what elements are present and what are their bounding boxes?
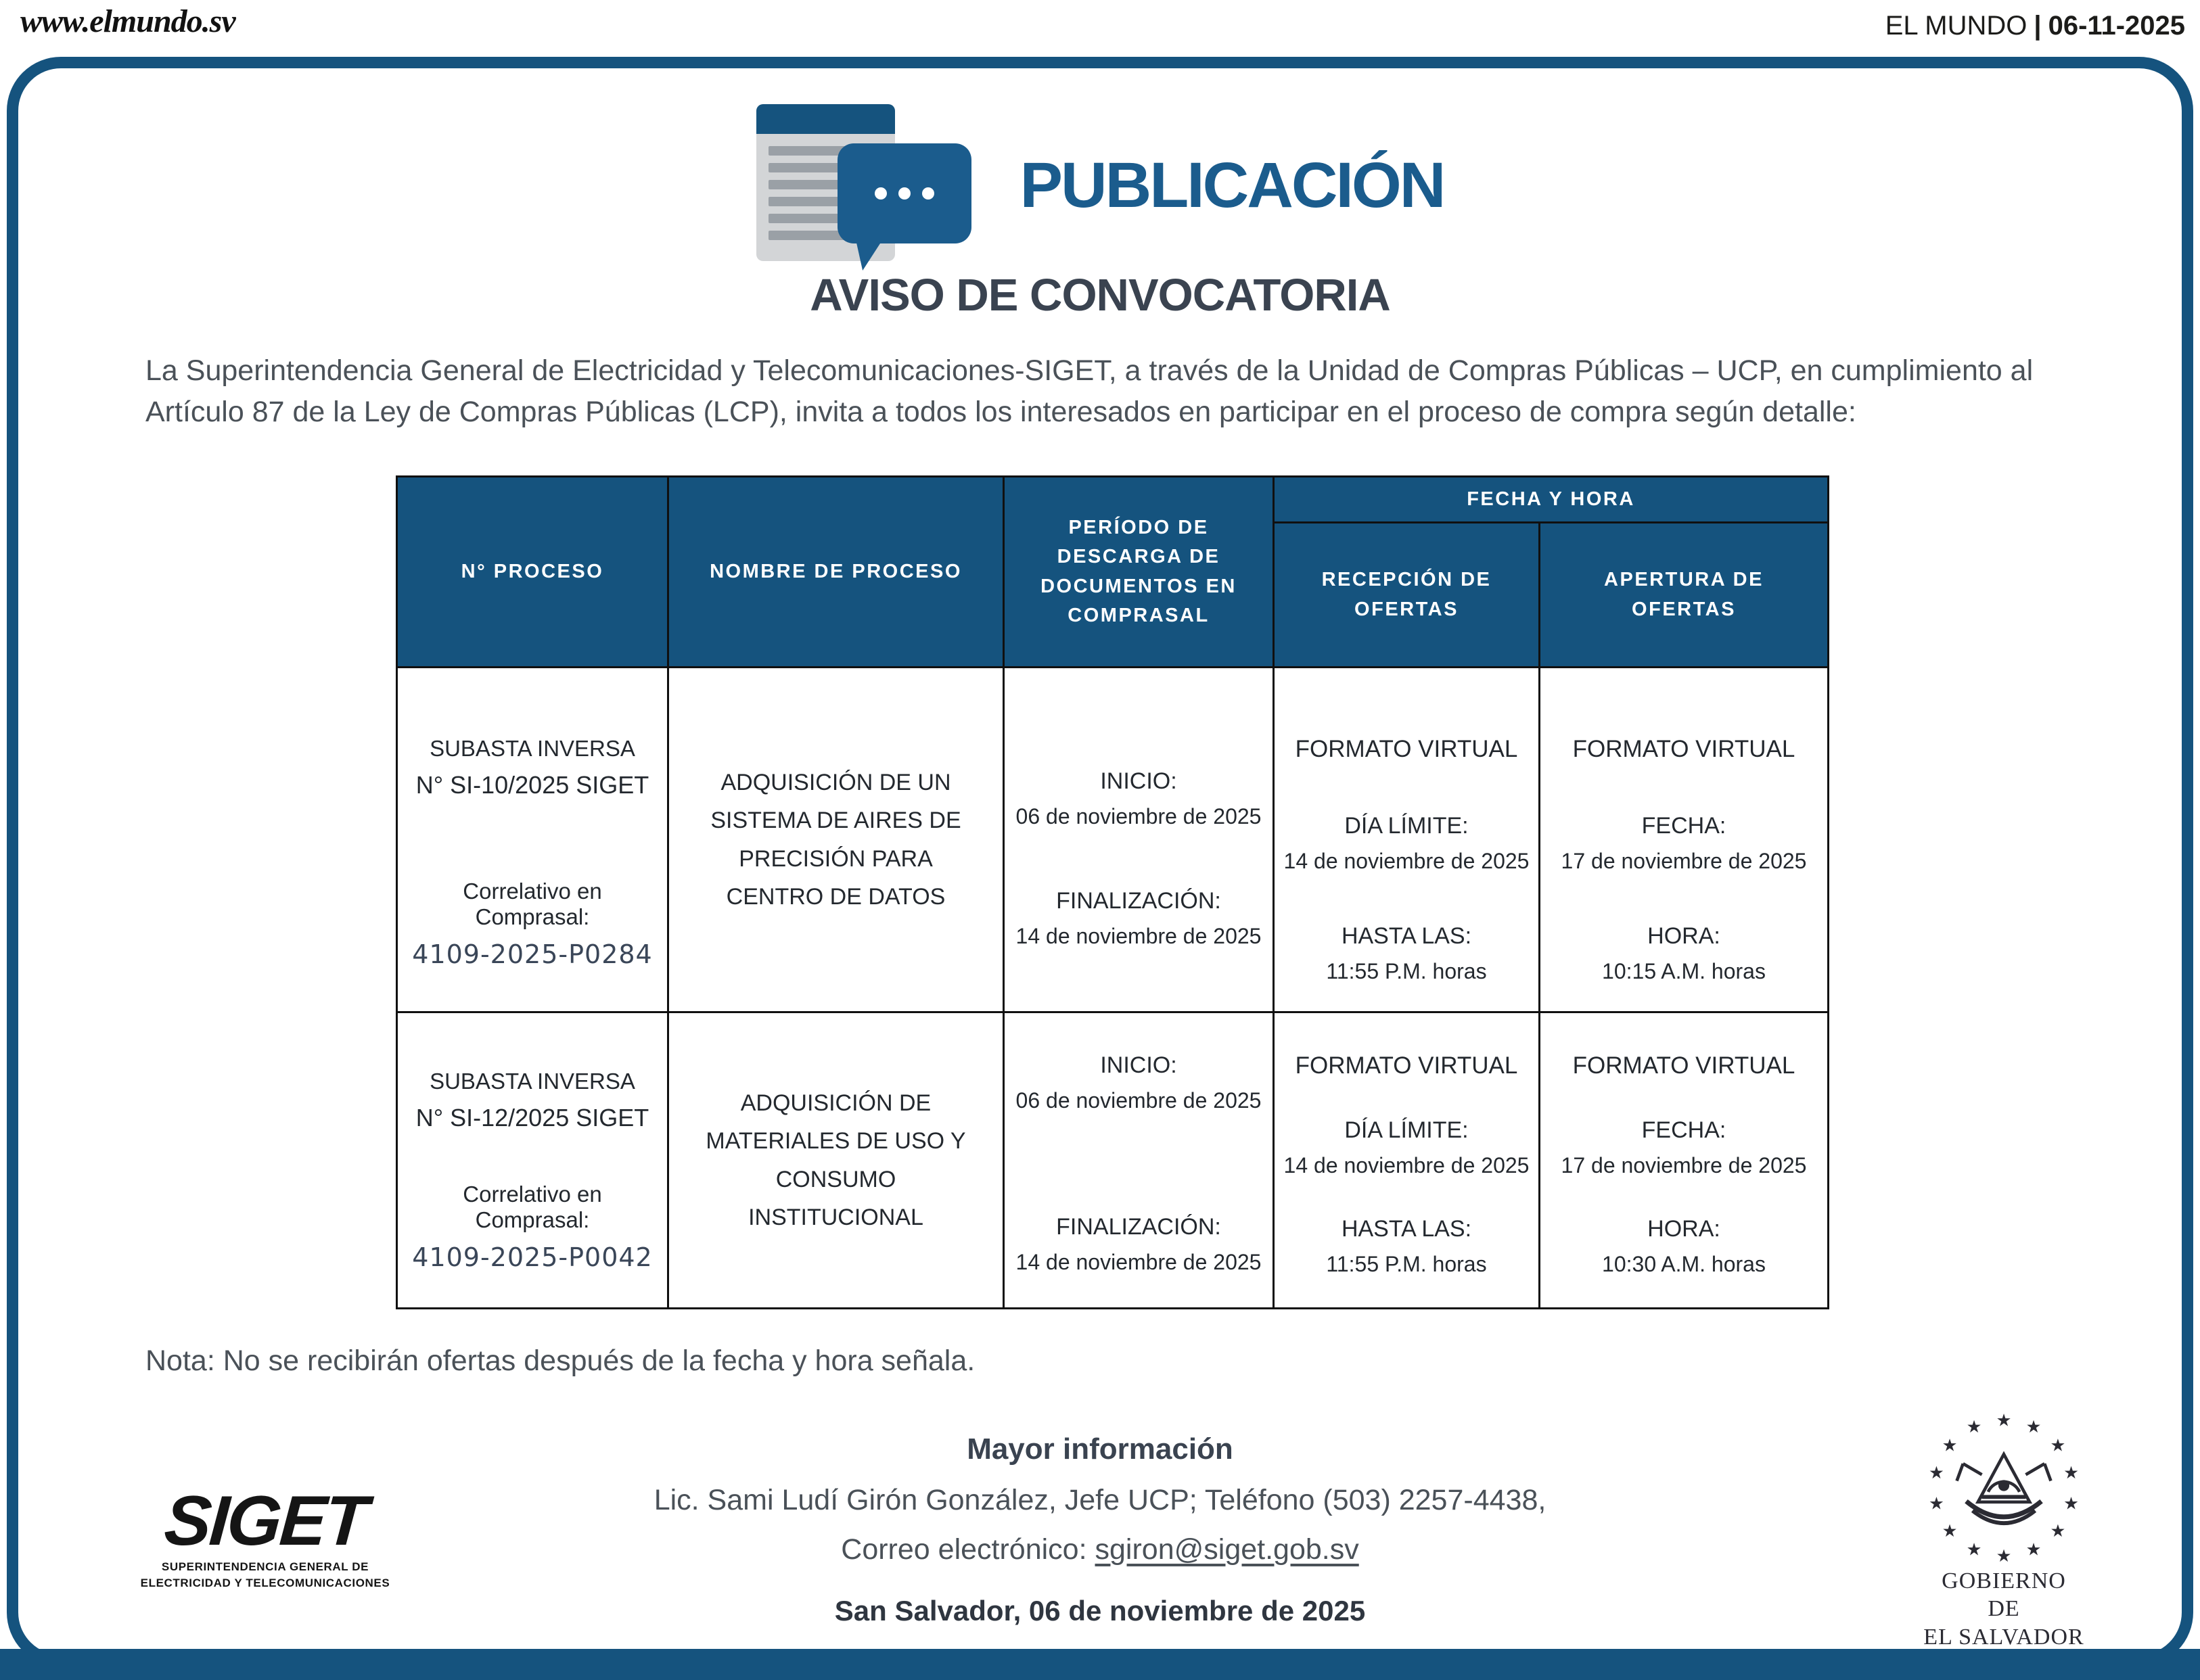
bottom-blue-bar [0, 1649, 2200, 1680]
site-url: www.elmundo.sv [20, 3, 235, 39]
table-row [397, 1012, 1829, 1309]
svg-text:★: ★ [2050, 1520, 2066, 1541]
gobierno-text: GOBIERNO DE EL SALVADOR [1923, 1568, 2084, 1650]
email-link[interactable]: sgiron@siget.gob.sv [1095, 1533, 1359, 1566]
col-header-periodo: PERÍODO DE DESCARGA DE DOCUMENTOS EN COMPRASAL [1004, 477, 1274, 668]
svg-text:★: ★ [2025, 1416, 2042, 1437]
inicio-date: 06 de noviembre de 2025 [1015, 804, 1262, 829]
dia-limite-label: DÍA LÍMITE: [1344, 1117, 1469, 1143]
hora-label: HORA: [1647, 1216, 1720, 1242]
col-header-fecha-hora: FECHA Y HORA [1274, 477, 1829, 523]
recepcion-formato: FORMATO VIRTUAL [1295, 1052, 1518, 1079]
svg-text:★: ★ [2050, 1435, 2066, 1456]
more-info-title: Mayor información [967, 1432, 1233, 1466]
gobierno-logo [1923, 1414, 2085, 1651]
finalizacion-date: 14 de noviembre de 2025 [1015, 924, 1262, 948]
correlativo-number: 4109-2025-P0284 [412, 939, 653, 969]
dia-limite-date: 14 de noviembre de 2025 [1283, 848, 1530, 873]
table-row [397, 668, 1829, 1012]
proceso-cell [398, 1013, 667, 1307]
hasta-las-label: HASTA LAS: [1341, 923, 1472, 949]
col-header-nombre: NOMBRE DE PROCESO [668, 477, 1004, 668]
finalizacion-label: FINALIZACIÓN: [1056, 888, 1221, 914]
fecha-label: FECHA: [1641, 1117, 1726, 1143]
hora-time: 10:15 A.M. horas [1602, 959, 1766, 983]
note-text: Nota: No se recibirán ofertas después de la fecha y hora señala. [145, 1345, 976, 1377]
el-salvador-coat-of-arms-icon [1923, 1414, 2085, 1562]
svg-text:★: ★ [1966, 1416, 1982, 1437]
inicio-label: INICIO: [1100, 1052, 1177, 1078]
svg-text:★: ★ [1996, 1545, 2012, 1562]
apertura-cell [1540, 668, 1827, 1011]
notice-title: AVISO DE CONVOCATORIA [810, 270, 1390, 321]
periodo-cell [1005, 668, 1273, 1011]
recepcion-cell [1275, 668, 1538, 1011]
nombre-cell: ADQUISICIÓN DE UN SISTEMA DE AIRES DE PRECISIÓN PARA CENTRO DE DATOS [710, 770, 961, 910]
publication-icon [756, 100, 980, 271]
finalizacion-date: 14 de noviembre de 2025 [1015, 1250, 1262, 1274]
svg-text:★: ★ [1996, 1414, 2012, 1431]
periodo-cell [1005, 1013, 1273, 1307]
process-type: SUBASTA INVERSA [430, 736, 635, 761]
svg-text:★: ★ [2063, 1463, 2080, 1484]
hora-time: 10:30 A.M. horas [1602, 1252, 1766, 1276]
dateline: San Salvador, 06 de noviembre de 2025 [834, 1595, 1366, 1627]
fecha-date: 17 de noviembre de 2025 [1561, 848, 1807, 873]
hasta-las-time: 11:55 P.M. horas [1326, 959, 1487, 983]
nombre-cell: ADQUISICIÓN DE MATERIALES DE USO Y CONSUMO INSTITUCIONAL [706, 1090, 966, 1230]
dia-limite-label: DÍA LÍMITE: [1344, 812, 1469, 839]
fecha-date: 17 de noviembre de 2025 [1561, 1153, 1807, 1177]
publication-title: PUBLICACIÓN [1019, 149, 1444, 221]
publication-banner [0, 100, 2200, 271]
hasta-las-label: HASTA LAS: [1341, 1216, 1472, 1242]
apertura-formato: FORMATO VIRTUAL [1572, 1052, 1795, 1079]
svg-text:★: ★ [1928, 1493, 1944, 1514]
col-header-proceso: N° PROCESO [397, 477, 668, 668]
svg-text:★: ★ [2063, 1493, 2080, 1514]
finalizacion-label: FINALIZACIÓN: [1056, 1214, 1221, 1240]
fecha-label: FECHA: [1641, 812, 1726, 839]
apertura-cell [1540, 1013, 1827, 1307]
procurement-table [396, 475, 1829, 1309]
correlativo-number: 4109-2025-P0042 [412, 1242, 653, 1272]
siget-logo [130, 1482, 400, 1591]
recepcion-cell [1275, 1013, 1538, 1307]
col-header-apertura: APERTURA DE OFERTAS [1540, 523, 1829, 668]
svg-text:★: ★ [2025, 1539, 2042, 1560]
masthead-name: EL MUNDO [1885, 11, 2027, 41]
process-number: N° SI-12/2025 SIGET [415, 1104, 649, 1131]
contact-line: Lic. Sami Ludí Girón González, Jefe UCP; Teléfono (503) 2257-4438, [654, 1484, 1546, 1516]
proceso-cell [398, 668, 667, 1011]
masthead-date: 06-11-2025 [2048, 11, 2185, 41]
svg-text:★: ★ [1942, 1520, 1958, 1541]
process-type: SUBASTA INVERSA [430, 1069, 635, 1094]
inicio-label: INICIO: [1100, 768, 1177, 794]
masthead-separator: | [2034, 11, 2042, 41]
inicio-date: 06 de noviembre de 2025 [1015, 1088, 1262, 1113]
dia-limite-date: 14 de noviembre de 2025 [1283, 1153, 1530, 1177]
svg-text:★: ★ [1942, 1435, 1958, 1456]
recepcion-formato: FORMATO VIRTUAL [1295, 736, 1518, 762]
masthead [1885, 11, 2185, 41]
hora-label: HORA: [1647, 923, 1720, 949]
email-label: Correo electrónico: [841, 1533, 1095, 1566]
siget-wordmark: SIGET [162, 1482, 369, 1560]
apertura-formato: FORMATO VIRTUAL [1572, 736, 1795, 762]
siget-tagline: SUPERINTENDENCIA GENERAL DE ELECTRICIDAD Y TELECOMUNICACIONES [140, 1560, 390, 1589]
col-header-recepcion: RECEPCIÓN DE OFERTAS [1274, 523, 1540, 668]
speech-bubble-icon [838, 143, 971, 243]
correlativo-label: Correlativo en Comprasal: [463, 879, 602, 929]
hasta-las-time: 11:55 P.M. horas [1326, 1252, 1487, 1276]
document-header-bar-icon [756, 104, 895, 134]
process-number: N° SI-10/2025 SIGET [415, 771, 649, 799]
svg-text:★: ★ [1928, 1463, 1944, 1484]
svg-text:★: ★ [1966, 1539, 1982, 1560]
notice-intro: La Superintendencia General de Electricidad y Telecomunicaciones-SIGET, a través de la Unidad de Compras Públicas – UCP, en cumplimiento al Artículo 87 de la Ley de Compras Públicas (LCP), invita a todos los interesados en participar en el proceso de compra según detalle: [145, 354, 2034, 429]
correlativo-label: Correlativo en Comprasal: [463, 1182, 602, 1232]
